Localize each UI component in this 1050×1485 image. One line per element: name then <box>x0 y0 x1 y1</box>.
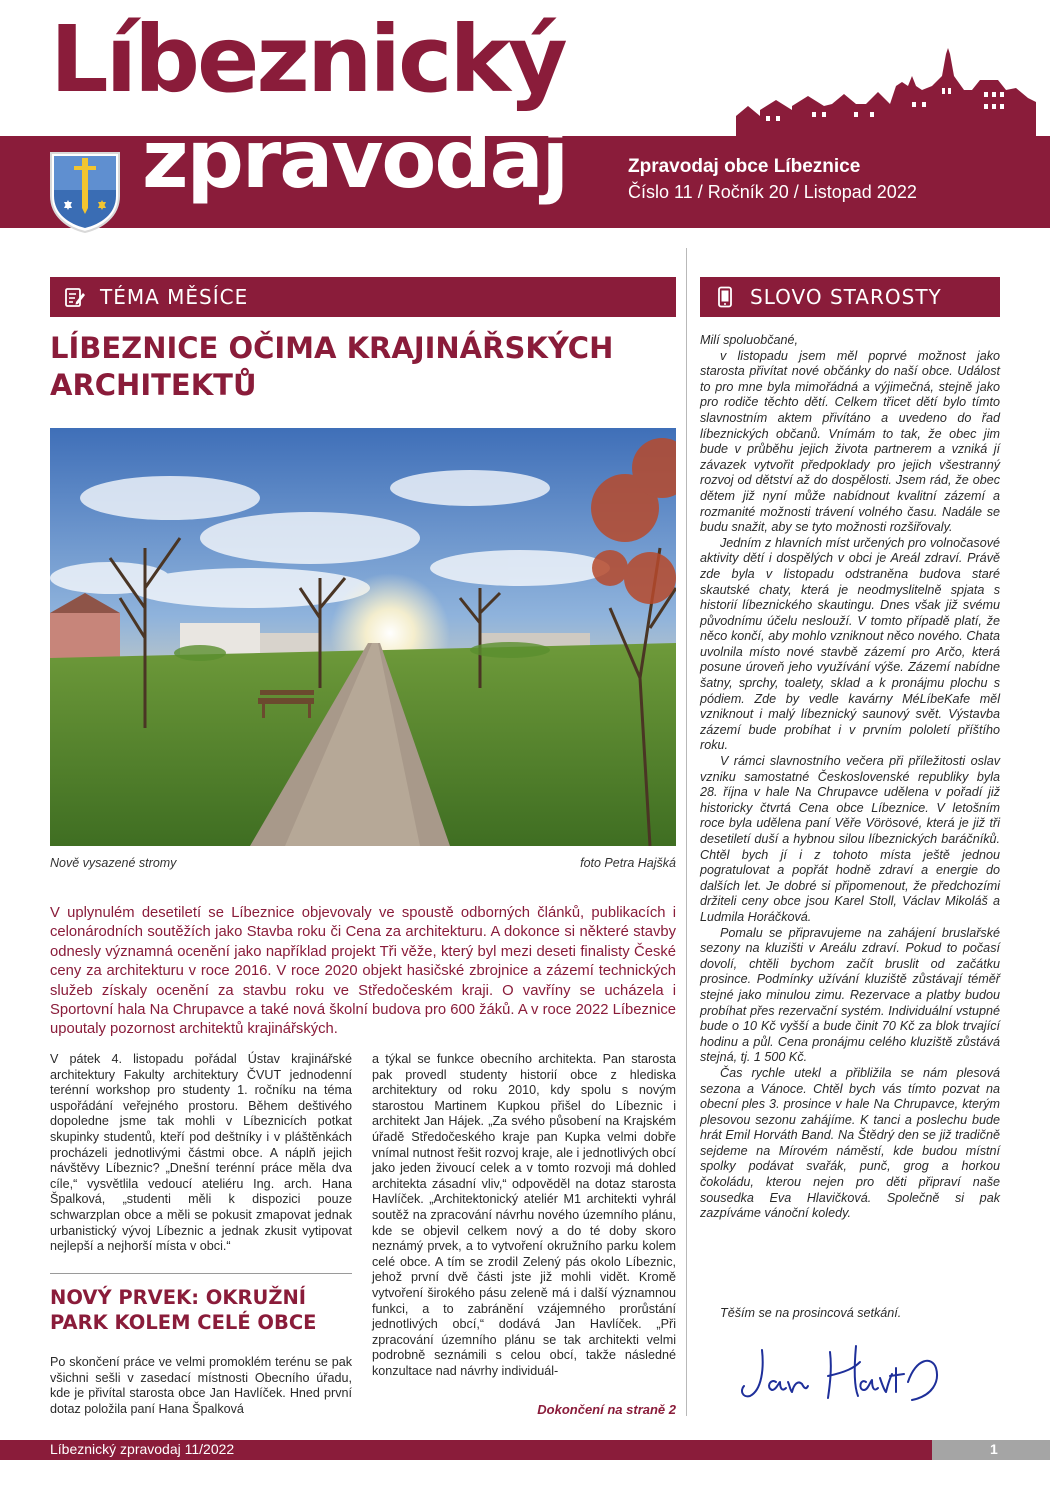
edit-note-icon <box>64 286 86 308</box>
masthead-subtitle-block <box>628 156 917 203</box>
masthead-title-line1: Líbeznický <box>50 6 565 113</box>
masthead-subtitle: Zpravodaj obce Líbeznice <box>628 156 861 177</box>
park-photo <box>50 428 676 846</box>
section-header-tema-mesice <box>50 277 676 317</box>
footer-title: Líbeznický zpravodaj 11/2022 <box>50 1441 235 1457</box>
article-body-column-2: a týkal se funkce obecního architekta. Pan starosta pak provedl studenty historií obce z hlediska architektury od roku 2010, kdy spolu s novým starostou Martinem Kupkou přišel do Líbeznic i architekt Jan Hájek. „Za svého působení na Krajském úřadě Středočeského kraje pan Kupka velmi dobře vnímal nutnost řešit rozvoj kraje, ale i jednotlivých obcí jako jeden živoucí celek a v tomto rozvoji má dohled architekta zásadní vliv,“ odpověděl na dotaz starosta Havlíček. „Architektonický ateliér M1 architekti vyhrál soutěž na zpracování návrhu nového územního plánu, kde se objevil celkem nový a do té doby skoro neznámý prvek, a to vytvoření okružního parku kolem celé obce. A tím se zrodil Zelený pás okolo Líbeznic, jehož první dvě části jste již mohli vidět. Kromě vytvoření širokého pásu zeleně má i další významnou funkci, a to zabránění vzájemného prorůstání jednotlivých obcí,“ dodává Jan Havlíček. „Při zpracování územního plánu se tak architekti velmi podrobně seznámili s celou obcí, takže následné konzultace nad návrhy individuál- <box>372 1052 676 1378</box>
headline-line2: ARCHITEKTŮ <box>50 368 257 402</box>
mayor-paragraph: v listopadu jsem měl poprvé možnost jako starosta přivítat nové občánky do naší obce. Událost to pro mne byla mimořádná a výjimečná, stejně jako pro rodiče těchto dětí. Celkem třicet dětí bylo tímto slavnostním aktem přivítáno a uvedeno do řad líbeznických občanů. Vnímám to tak, že obec jim bude v průběhu jejich života partnerem a vzniká jí závazek vytvořit předpoklady pro jejich všestranný rozvoj od dětství až do dospělosti. Jsem rád, že obec dětem již nyní může nabídnout kvalitní zázemí a rozmanité možnosti trávení volného času. Nadále se budu snažit, aby se tyto možnosti rozšiřovaly. <box>700 348 1000 535</box>
column-divider <box>686 248 687 1416</box>
mayor-paragraph: Jedním z hlavních míst určených pro volnočasové aktivity dětí i dospělých v obci je Areál zdraví. Právě zde byla v listopadu odstraněna budova staré skautské chaty, která je neodmyslitelně spjata s historií líbeznického skautingu. Dnes však již svému původnímu účelu neslouží. V tomto případě platí, že něco končí, aby mohlo vzniknout něco nového. Chata uvolnila místo nové stavbě zázemí pro Arčo, která posune úroveň jeho využívání výše. Zázemí nabídne šatny, sprchy, toalety, sklad a k pronájmu plochu s pódiem. Zde by vedle kavárny MéLíbeKafe měl vzniknout i malý líbeznický saunový svět. Výstavba zázemí bude probíhat i v prvním pololetí příštího roku. <box>700 535 1000 753</box>
headline-line1: LÍBEZNICE OČIMA KRAJINÁŘSKÝCH <box>50 331 614 365</box>
article-body-column-1: V pátek 4. listopadu pořádal Ústav krajinářské architektury Fakulty architektury ČVUT jednodenní terénní workshop pro studenty 1. ročníku na téma uspořádání veřejného prostoru. Během deštivého dopoledne jsme tak mohli v Líbeznicích potkat skupinky studentů, kteří pod deštníky i v pláštěnkách procházeli jednotlivými částmi obce. A náplň jejich návštěvy Líbeznic? „Dnešní terénní práce měla dva cíle,“ vysvětlila vedoucí ateliéru Ing. arch. Hana Špalková, „studenti měli k dispozici pouze schwarzplan obce a měli se pokusit zmapovat jednak urbanistický vývoj Líbeznic a jednak zkusit vytipovat nejlepší a nejhorší místa v obci.“ <box>50 1052 352 1254</box>
mayor-paragraph: Pomalu se připravujeme na zahájení bruslařské sezony na kluzišti v Areálu zdraví. Pokud to počasí dovolí, chtěli bychom začít bruslit od začátku prosince. Podmínky užívání kluziště zůstávají téměř stejné jako minulou zimu. Rezervace a platby budou probíhat přes rezervační systém. Individuální vstupné bude o 10 Kč vyšší a bude činit 70 Kč za blok trvající hodinu a půl. Cena pronájmu celého kluziště zůstává stejná, tj. 1 500 Kč. <box>700 925 1000 1065</box>
page-footer <box>0 1440 1050 1460</box>
mayor-letter <box>700 333 1000 1222</box>
article-body-column-1-continued: Po skončení práce ve velmi promoklém terénu se pak všichni sešli v zasedací místnosti Obecního úřadu, kde je přivítal starosta obce Jan Havlíček. Hned první dotaz položila paní Hana Špalková <box>50 1355 352 1416</box>
footer-page-number: 1 <box>990 1441 998 1457</box>
article-lead: V uplynulém desetiletí se Líbeznice objevovaly ve spoustě odborných článků, publikacích i celonárodních soutěžích jako Stavba roku či Cena za architekturu. A dokonce si některé stavby odnesly významná ocenění jako například projekt Tři věže, který byl mezi deseti finalisty České ceny za architekturu v roce 2016. V roce 2020 objekt hasičské zbrojnice a zázemí technických služeb získaly ocenění za stavbu roku ve Středočeském kraji. O vavříny se ucházela i Sportovní hala Na Chrupavce a také nová školní budova pro 600 žáků. A v roce 2022 Líbeznice upoutaly pozornost architektů krajinářských. <box>50 905 676 1038</box>
article-subheading: NOVÝ PRVEK: OKRUŽNÍ PARK KOLEM CELÉ OBCE <box>50 1286 317 1334</box>
municipal-crest-icon <box>48 150 122 234</box>
photo-credit: foto Petra Hajšká <box>580 856 676 870</box>
article-headline <box>50 330 670 404</box>
mayor-closing: Těším se na prosincová setkání. <box>720 1306 902 1320</box>
masthead <box>0 0 1050 232</box>
mayor-salutation: Milí spoluobčané, <box>700 333 799 347</box>
subhead-rule <box>50 1273 352 1274</box>
continued-link[interactable]: Dokončení na straně 2 <box>537 1402 676 1417</box>
section-title-starosta: SLOVO STAROSTY <box>750 285 942 309</box>
village-skyline-illustration <box>736 46 1036 138</box>
section-title-tema: TÉMA MĚSÍCE <box>100 285 249 309</box>
mayor-paragraph: V rámci slavnostního večera při příležitosti oslav vzniku samostatné Československé republiky byla 28. října v hale Na Chrupavce udělena v pořadí již historicky čtvrtá Cena obce Líbeznice. V letošním roce byla udělena paní Věře Vörösové, která je již tři desetiletí duší a hybnou silou líbeznických baráčníků. Chtěl bych jí i z tohoto místa ještě jednou pogratulovat a popřát hodně zdraví a energie do dalších let. Je dobré si připomenout, že předchozími držiteli ceny obce jsou Karel Stoll, Václav Mikoláš a Ludmila Horáčková. <box>700 754 1000 924</box>
mayor-paragraph: Čas rychle utekl a přibližila se nám plesová sezona a Vánoce. Chtěl bych vás tímto pozvat na obecní ples 3. prosince v hale Na Chrupavce, kterým plesovou sezonu zahájíme. K tanci a poslechu bude hrát Emil Horváth Band. Na Štědrý den se již tradičně sejdeme na Mírovém náměstí, kde budou místní spolky podávat svařák, punč, grog a horkou čokoládu, kterou nejen pro děti připraví naše sousedka Eva Hlavičková. Společně si pak zazpíváme vánoční koledy. <box>700 1065 1000 1221</box>
phone-icon <box>714 286 736 308</box>
section-header-slovo-starosty <box>700 277 1000 317</box>
masthead-issue: Číslo 11 / Ročník 20 / Listopad 2022 <box>628 182 917 202</box>
photo-caption: Nově vysazené stromy <box>50 856 177 870</box>
masthead-title-line2: zpravodaj <box>142 113 568 206</box>
mayor-signature <box>736 1338 946 1408</box>
